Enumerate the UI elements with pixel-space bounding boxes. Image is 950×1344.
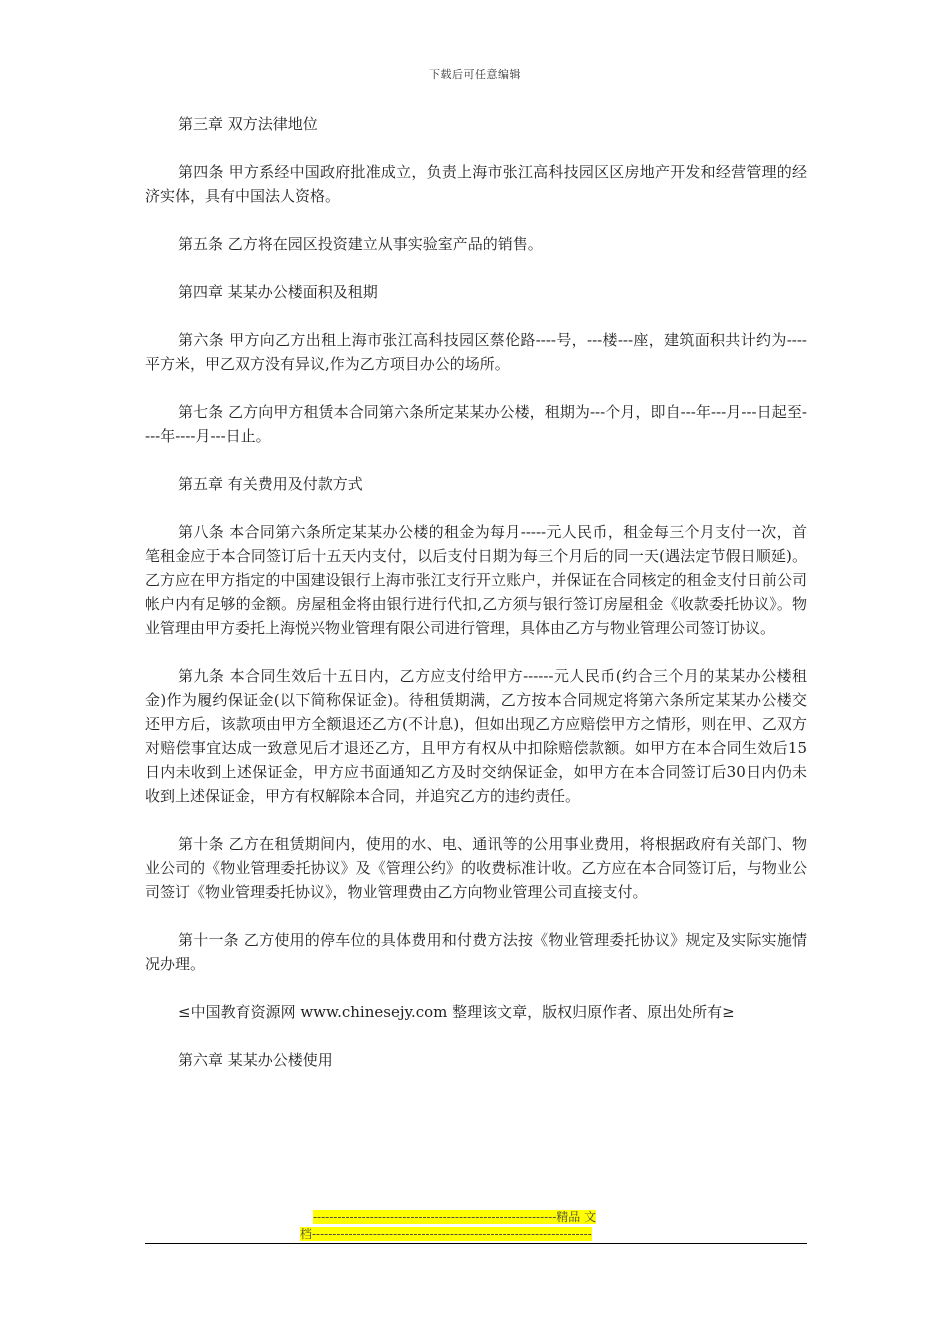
footer-line-1: [300, 1209, 640, 1226]
article-paragraph: 第六条 甲方向乙方出租上海市张江高科技园区蔡伦路----号，---楼---座，建筑面积共计约为----平方米，甲乙双方没有异议,作为乙方项目办公的场所。: [145, 331, 807, 373]
document-body: [145, 112, 807, 1096]
footer-highlight: 档---------------------------------------------------------------------: [300, 1227, 592, 1241]
chapter-heading: 第五章 有关费用及付款方式: [178, 475, 363, 493]
article-paragraph: 第七条 乙方向甲方租赁本合同第六条所定某某办公楼，租期为---个月，即自---年---月---日起至----年----月---日止。: [145, 403, 807, 445]
footer-highlight: ------------------------------------------------------------精品 文: [313, 1210, 597, 1224]
article-paragraph: 第五条 乙方将在园区投资建立从事实验室产品的销售。: [178, 235, 543, 253]
page-footer: [300, 1209, 640, 1243]
chapter-heading: 第四章 某某办公楼面积及租期: [178, 283, 378, 301]
chapter-heading: 第六章 某某办公楼使用: [178, 1051, 333, 1069]
source-notice: ≤中国教育资源网 www.chinesejy.com 整理该文章，版权归原作者、原出处所有≥: [178, 1003, 735, 1021]
article-paragraph: 第八条 本合同第六条所定某某办公楼的租金为每月-----元人民币，租金每三个月支付一次，首笔租金应于本合同签订后十五天内支付，以后支付日期为每三个月后的同一天(遇法定节假日顺延)。乙方应在甲方指定的中国建设银行上海市张江支行开立账户，并保证在合同核定的租金支付日前公司帐户内有足够的金额。房屋租金将由银行进行代扣,乙方须与银行签订房屋租金《收款委托协议》。物业管理由甲方委托上海悦兴物业管理有限公司进行管理，具体由乙方与物业管理公司签订协议。: [145, 523, 807, 637]
article-paragraph: 第四条 甲方系经中国政府批准成立，负责上海市张江高科技园区区房地产开发和经营管理的经济实体，具有中国法人资格。: [145, 163, 807, 205]
article-paragraph: 第十条 乙方在租赁期间内，使用的水、电、通讯等的公用事业费用，将根据政府有关部门、物业公司的《物业管理委托协议》及《管理公约》的收费标准计收。乙方应在本合同签订后，与物业公司签订《物业管理委托协议》，物业管理费由乙方向物业管理公司直接支付。: [145, 835, 807, 901]
page-header: 下载后可任意编辑: [429, 68, 521, 81]
footer-divider: [145, 1243, 807, 1244]
article-paragraph: 第十一条 乙方使用的停车位的具体费用和付费方法按《物业管理委托协议》规定及实际实施情况办理。: [145, 931, 807, 973]
article-paragraph: 第九条 本合同生效后十五日内，乙方应支付给甲方------元人民币(约合三个月的某某办公楼租金)作为履约保证金(以下简称保证金)。待租赁期满，乙方按本合同规定将第六条所定某某办公楼交还甲方后，该款项由甲方全额退还乙方(不计息)，但如出现乙方应赔偿甲方之情形，则在甲、乙双方对赔偿事宜达成一致意见后才退还乙方，且甲方有权从中扣除赔偿款额。如甲方在本合同生效后15日内未收到上述保证金，甲方应书面通知乙方及时交纳保证金，如甲方在本合同签订后30日内仍未收到上述保证金，甲方有权解除本合同，并追究乙方的违约责任。: [145, 667, 807, 805]
chapter-heading: 第三章 双方法律地位: [178, 115, 318, 133]
footer-line-2: [300, 1226, 640, 1243]
